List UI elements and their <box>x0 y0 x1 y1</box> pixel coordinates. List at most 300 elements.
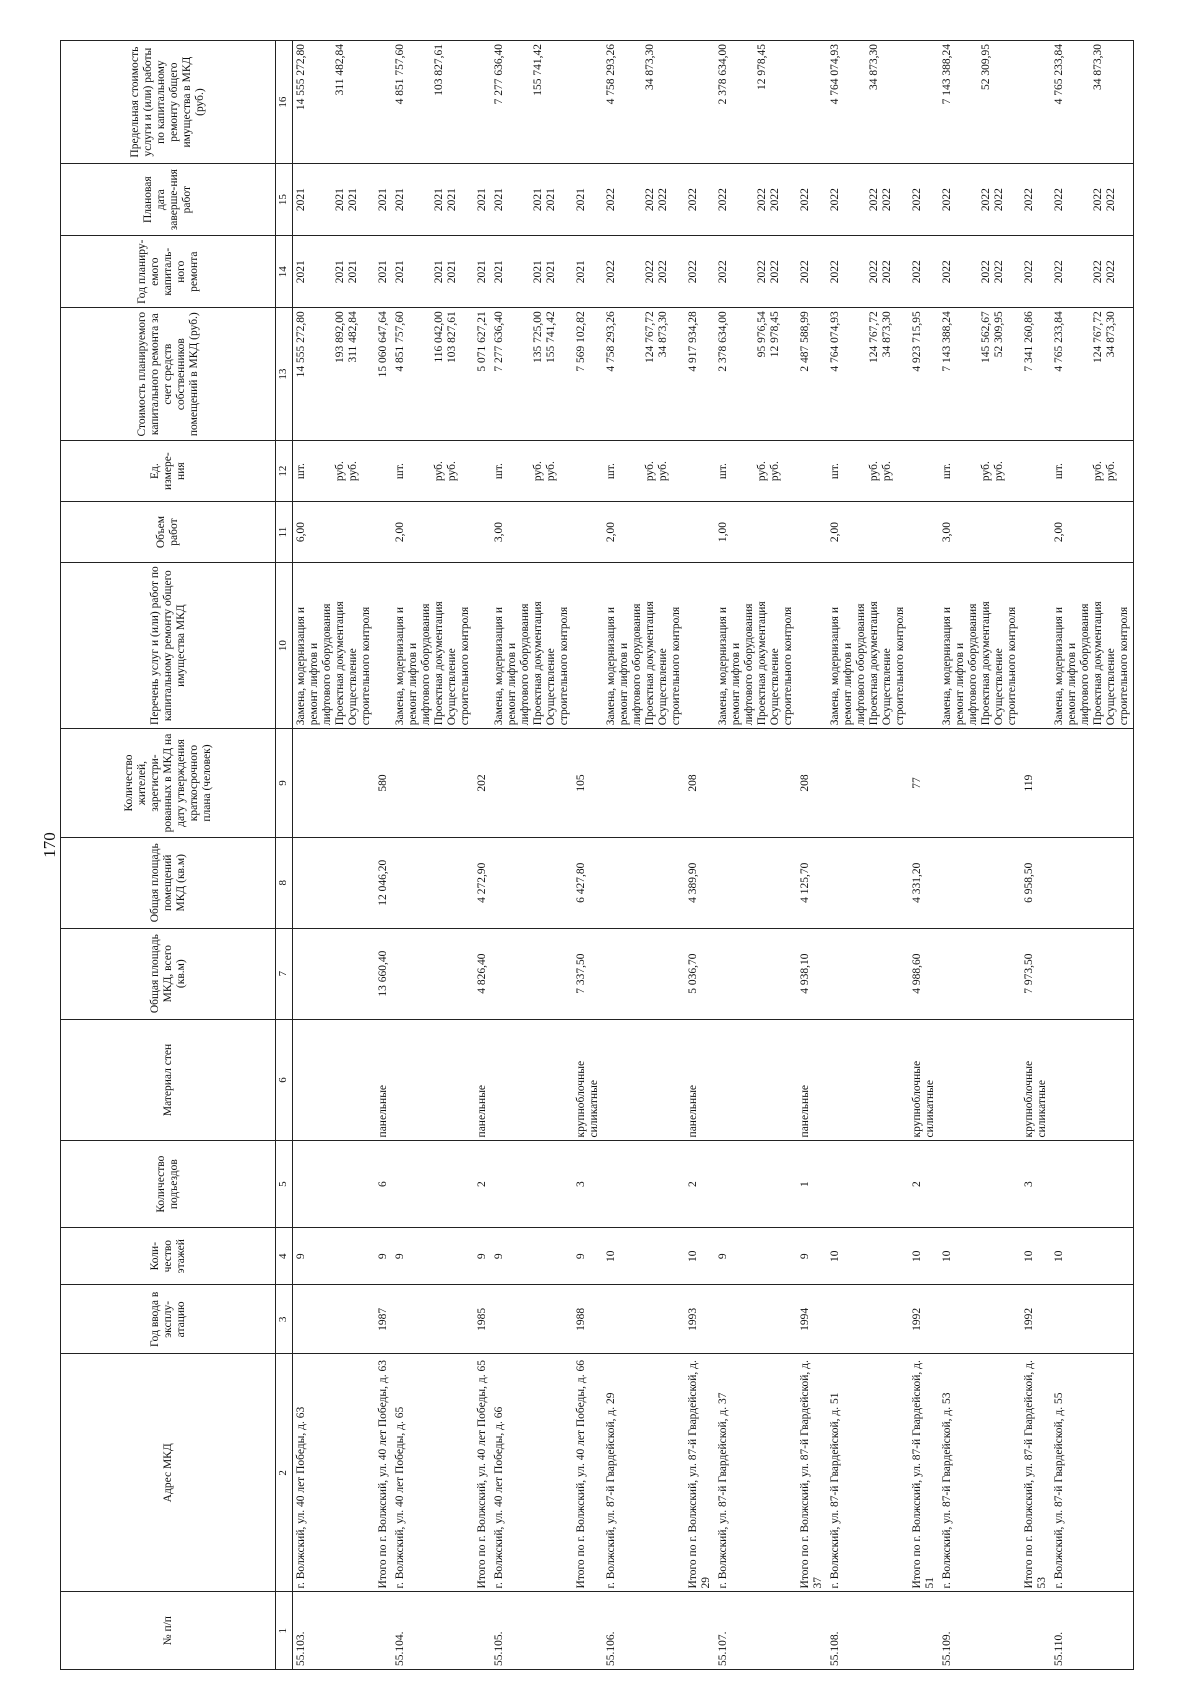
header-cell: Объем работ <box>61 502 276 563</box>
repair-year-cell-line <box>1079 239 1092 304</box>
repair-year-cell-line: 2021 <box>532 260 544 284</box>
unit-cell-line: шт. <box>295 463 307 480</box>
volume-cell-line <box>506 505 519 559</box>
work-item-line: строительного контроля <box>670 606 682 726</box>
completion-year-cell <box>1051 164 1134 236</box>
completion-year-cell-line: 2022 <box>644 188 656 212</box>
table-row <box>1051 41 1134 1670</box>
completion-year-cell-line <box>954 167 967 232</box>
cost-cell-line: 12 978,45 <box>769 311 781 358</box>
unit-cell-line <box>782 444 795 498</box>
work-item-line: лифтового оборудования <box>967 603 979 726</box>
limit-cost-cell-line: 4 758 293,26 <box>605 44 617 105</box>
completion-year-cell <box>827 164 909 236</box>
repair-year-cell-line <box>308 239 321 304</box>
volume-cell-line <box>868 505 881 559</box>
header-row <box>61 41 276 1670</box>
volume-cell-line <box>1066 505 1079 559</box>
completion-year-cell-line: 2021 <box>347 188 359 212</box>
item-number: 55.110. <box>1051 1592 1134 1670</box>
residents-cell: 580 <box>375 729 392 838</box>
repair-year-cell-line: 2021 <box>334 260 346 284</box>
limit-cost-cell-line: 4 765 233,84 <box>1053 44 1065 105</box>
unit-cell-line <box>1079 444 1092 498</box>
work-item-line: Проектная документация <box>334 601 346 726</box>
item-number <box>474 1592 491 1670</box>
limit-cost-cell-line <box>993 44 1006 160</box>
unit-cell-line: руб. <box>644 461 656 482</box>
repair-year-cell <box>715 236 797 308</box>
completion-year-cell <box>491 164 573 236</box>
unit-cell-line <box>954 444 967 498</box>
wall-material-cell <box>293 1019 376 1141</box>
limit-cost-cell <box>827 41 909 164</box>
year-cell <box>603 1285 685 1354</box>
repair-year-cell <box>939 236 1021 308</box>
limit-cost-cell-line <box>1079 44 1092 160</box>
limit-cost-cell-line <box>881 44 894 160</box>
completion-year-cell-line: 2022 <box>756 188 768 212</box>
completion-year-cell-line <box>730 167 743 232</box>
repair-year-cell-line: 2022 <box>1092 260 1104 284</box>
year-cell <box>1051 1285 1134 1354</box>
cost-cell-line: 124 767,72 <box>1092 311 1104 363</box>
header-cell: Перечень услуг и (или) работ по капитальному ремонту общего имущества МКД <box>61 563 276 729</box>
repair-year-cell <box>685 236 715 308</box>
repair-year-cell-line: 2022 <box>644 260 656 284</box>
volume-cell-line: 6,00 <box>295 522 307 543</box>
work-item-line: лифтового оборудования <box>1079 603 1091 726</box>
cost-cell-line: 7 277 636,40 <box>493 311 505 372</box>
completion-year-cell-line <box>670 167 683 232</box>
limit-cost-cell-line: 4 851 757,60 <box>394 44 406 105</box>
unit-cell-line: шт. <box>493 463 505 480</box>
column-number: 13 <box>276 308 293 441</box>
repair-year-cell-line <box>519 239 532 304</box>
column-number: 16 <box>276 41 293 164</box>
volume-cell <box>715 502 797 563</box>
limit-cost-cell-line <box>519 44 532 160</box>
limit-cost-cell-line: 7 143 388,24 <box>941 44 953 105</box>
limit-cost-cell-line <box>347 44 360 160</box>
repair-year-cell-line <box>730 239 743 304</box>
repair-year-cell-line: 2021 <box>493 260 505 284</box>
address-cell: г. Волжский, ул. 40 лет Победы, д. 66 <box>491 1354 573 1592</box>
wall-material-cell: панельные <box>797 1019 827 1141</box>
repair-year-cell-line <box>954 239 967 304</box>
floors-cell: 9 <box>293 1227 376 1285</box>
cost-cell-line: 15 060 647,64 <box>377 311 389 378</box>
work-item-line: ремонт лифтов и <box>1066 642 1078 726</box>
limit-cost-cell <box>1021 41 1051 164</box>
column-number: 5 <box>276 1141 293 1227</box>
completion-year-cell-line <box>743 167 756 232</box>
entrances-cell: 2 <box>685 1141 715 1227</box>
work-item-line: строительного контроля <box>782 606 794 726</box>
repair-year-cell-line: 2022 <box>993 260 1005 284</box>
unit-cell-line <box>894 444 907 498</box>
unit-cell-line <box>670 444 683 498</box>
volume-cell-line <box>618 505 631 559</box>
volume-cell <box>1051 502 1134 563</box>
header-cell: Количество жителей, зарегистри-рованных в МКД на дату утверждения краткосрочного плана (человек) <box>61 729 276 838</box>
repair-year-cell-line <box>631 239 644 304</box>
repair-year-cell-line: 2021 <box>575 260 587 284</box>
works-cell <box>392 563 474 729</box>
cost-cell-line: 34 873,30 <box>657 311 669 358</box>
cost-cell-line: 4 923 715,95 <box>911 311 923 372</box>
completion-year-cell-line: 2021 <box>394 188 406 212</box>
total-area-cell <box>939 928 1021 1019</box>
completion-year-cell <box>939 164 1021 236</box>
total-row <box>474 41 491 1670</box>
entrances-cell <box>827 1141 909 1227</box>
header-cell: Материал стен <box>61 1019 276 1141</box>
works-cell <box>685 563 715 729</box>
unit-cell-line <box>743 444 756 498</box>
works-cell <box>474 563 491 729</box>
completion-year-cell-line <box>1079 167 1092 232</box>
cost-cell-line <box>618 311 631 437</box>
completion-year-cell-line <box>1118 167 1131 232</box>
year-cell <box>392 1285 474 1354</box>
table-row <box>392 41 474 1670</box>
unit-cell-line: шт. <box>394 463 406 480</box>
column-number: 2 <box>276 1354 293 1592</box>
cost-cell <box>715 308 797 441</box>
completion-year-cell-line <box>1066 167 1079 232</box>
floors-cell: 10 <box>909 1227 939 1285</box>
entrances-cell: 3 <box>1021 1141 1051 1227</box>
completion-year-cell-line: 2021 <box>377 188 389 212</box>
completion-year-cell-line <box>459 167 472 232</box>
work-item-line: ремонт лифтов и <box>842 642 854 726</box>
work-item-line: Проектная документация <box>980 601 992 726</box>
cost-cell-line: 155 741,42 <box>545 311 557 363</box>
repair-year-cell-line <box>842 239 855 304</box>
works-cell <box>797 563 827 729</box>
completion-year-cell-line <box>321 167 334 232</box>
year-cell <box>827 1285 909 1354</box>
work-item-line: Замена, модернизация и <box>1053 607 1065 726</box>
premises-area-cell <box>1051 837 1134 928</box>
work-item-line: Замена, модернизация и <box>295 607 307 726</box>
unit-cell-line: руб. <box>532 461 544 482</box>
address-cell: г. Волжский, ул. 40 лет Победы, д. 63 <box>293 1354 376 1592</box>
completion-year-cell <box>474 164 491 236</box>
address-cell: г. Волжский, ул. 40 лет Победы, д. 65 <box>392 1354 474 1592</box>
completion-year-cell <box>1021 164 1051 236</box>
wall-material-cell: крупноблочные силикатные <box>1021 1019 1051 1141</box>
limit-cost-cell-line: 311 482,84 <box>334 44 346 96</box>
volume-cell-line: 2,00 <box>1053 522 1065 543</box>
limit-cost-cell-line: 2 378 634,00 <box>717 44 729 105</box>
work-item-line: лифтового оборудования <box>743 603 755 726</box>
volume-cell <box>603 502 685 563</box>
limit-cost-cell <box>573 41 603 164</box>
address-cell: г. Волжский, ул. 87-й Гвардейской, д. 55 <box>1051 1354 1134 1592</box>
table-body <box>293 41 1134 1670</box>
repair-year-cell <box>375 236 392 308</box>
completion-year-cell-line <box>360 167 373 232</box>
work-item-line: ремонт лифтов и <box>407 642 419 726</box>
floors-cell: 10 <box>1021 1227 1051 1285</box>
repair-year-cell-line: 2022 <box>941 260 953 284</box>
limit-cost-cell <box>939 41 1021 164</box>
work-item-line: Замена, модернизация и <box>717 607 729 726</box>
completion-year-cell <box>603 164 685 236</box>
cost-cell-line: 7 341 260,86 <box>1023 311 1035 372</box>
work-item-line: Проектная документация <box>868 601 880 726</box>
premises-area-cell <box>491 837 573 928</box>
limit-cost-cell-line <box>954 44 967 160</box>
total-area-cell: 4 938,10 <box>797 928 827 1019</box>
work-item-line: Осуществление <box>1105 648 1117 726</box>
item-number: 55.104. <box>392 1592 474 1670</box>
capital-repair-table <box>60 40 1134 1670</box>
unit-cell-line <box>360 444 373 498</box>
repair-year-cell-line <box>1006 239 1019 304</box>
column-number: 12 <box>276 441 293 502</box>
completion-year-cell <box>909 164 939 236</box>
repair-year-cell-line: 2021 <box>295 260 307 284</box>
item-number: 55.107. <box>715 1592 797 1670</box>
address-cell: г. Волжский, ул. 87-й Гвардейской, д. 29 <box>603 1354 685 1592</box>
work-item-line: Проектная документация <box>644 601 656 726</box>
cost-cell <box>827 308 909 441</box>
repair-year-cell-line: 2022 <box>717 260 729 284</box>
header-cell: Общая площадь помещений МКД (кв.м) <box>61 837 276 928</box>
cost-cell-line <box>1079 311 1092 437</box>
repair-year-cell-line <box>1118 239 1131 304</box>
volume-cell-line <box>743 505 756 559</box>
unit-cell-line <box>1006 444 1019 498</box>
repair-year-cell <box>573 236 603 308</box>
header-cell: № п/п <box>61 1592 276 1670</box>
premises-area-cell <box>392 837 474 928</box>
total-area-cell <box>491 928 573 1019</box>
year-cell <box>715 1285 797 1354</box>
limit-cost-cell <box>293 41 376 164</box>
completion-year-cell-line <box>782 167 795 232</box>
volume-cell-line <box>855 505 868 559</box>
volume-cell-line <box>433 505 446 559</box>
address-cell: г. Волжский, ул. 87-й Гвардейской, д. 37 <box>715 1354 797 1592</box>
limit-cost-cell-line: 52 309,95 <box>980 44 992 90</box>
residents-cell: 208 <box>685 729 715 838</box>
completion-year-cell-line <box>631 167 644 232</box>
cost-cell-line: 103 827,61 <box>446 311 458 363</box>
address-cell: г. Волжский, ул. 87-й Гвардейской, д. 51 <box>827 1354 909 1592</box>
column-number: 7 <box>276 928 293 1019</box>
work-item-line: Проектная документация <box>1092 601 1104 726</box>
limit-cost-cell-line <box>321 44 334 160</box>
works-cell <box>939 563 1021 729</box>
cost-cell-line <box>558 311 571 437</box>
work-item-line: лифтового оборудования <box>321 603 333 726</box>
volume-cell <box>939 502 1021 563</box>
unit-cell-line <box>855 444 868 498</box>
total-area-cell: 4 826,40 <box>474 928 491 1019</box>
repair-year-cell <box>909 236 939 308</box>
residents-cell <box>715 729 797 838</box>
column-number-row <box>276 41 293 1670</box>
cost-cell-line <box>954 311 967 437</box>
repair-year-cell-line: 2022 <box>881 260 893 284</box>
repair-year-cell <box>1051 236 1134 308</box>
volume-cell <box>797 502 827 563</box>
repair-year-cell-line: 2021 <box>394 260 406 284</box>
total-row <box>797 41 827 1670</box>
work-item-line: Проектная документация <box>756 601 768 726</box>
item-number: 55.103. <box>293 1592 376 1670</box>
repair-year-cell-line <box>1066 239 1079 304</box>
repair-year-cell-line <box>855 239 868 304</box>
cost-cell-line: 7 143 388,24 <box>941 311 953 372</box>
premises-area-cell <box>715 837 797 928</box>
total-area-cell <box>1051 928 1134 1019</box>
repair-year-cell-line <box>743 239 756 304</box>
cost-cell <box>797 308 827 441</box>
limit-cost-cell-line <box>618 44 631 160</box>
volume-cell <box>293 502 376 563</box>
completion-year-cell-line: 2021 <box>493 188 505 212</box>
premises-area-cell <box>827 837 909 928</box>
volume-cell <box>392 502 474 563</box>
work-item-line: ремонт лифтов и <box>618 642 630 726</box>
limit-cost-cell <box>715 41 797 164</box>
repair-year-cell-line <box>420 239 433 304</box>
works-cell <box>375 563 392 729</box>
repair-year-cell-line: 2022 <box>605 260 617 284</box>
address-cell: Итого по г. Волжский, ул. 87-й Гвардейской, д. 53 <box>1021 1354 1051 1592</box>
completion-year-cell-line <box>519 167 532 232</box>
volume-cell-line: 2,00 <box>394 522 406 543</box>
wall-material-cell <box>491 1019 573 1141</box>
cost-cell <box>1051 308 1134 441</box>
limit-cost-cell-line: 7 277 636,40 <box>493 44 505 105</box>
repair-year-cell-line: 2021 <box>545 260 557 284</box>
repair-year-cell-line: 2021 <box>347 260 359 284</box>
cost-cell-line <box>360 311 373 437</box>
cost-cell-line: 7 569 102,82 <box>575 311 587 372</box>
year-cell: 1994 <box>797 1285 827 1354</box>
limit-cost-cell-line <box>967 44 980 160</box>
unit-cell-line <box>459 444 472 498</box>
limit-cost-cell-line: 155 741,42 <box>532 44 544 96</box>
work-item-line: лифтового оборудования <box>519 603 531 726</box>
cost-cell-line <box>670 311 683 437</box>
completion-year-cell-line <box>407 167 420 232</box>
unit-cell <box>715 441 797 502</box>
table-row <box>491 41 573 1670</box>
completion-year-cell-line: 2022 <box>657 188 669 212</box>
volume-cell-line <box>631 505 644 559</box>
unit-cell <box>1021 441 1051 502</box>
completion-year-cell-line: 2021 <box>433 188 445 212</box>
completion-year-cell <box>375 164 392 236</box>
entrances-cell <box>603 1141 685 1227</box>
address-cell: Итого по г. Волжский, ул. 40 лет Победы, д. 65 <box>474 1354 491 1592</box>
column-number: 8 <box>276 837 293 928</box>
total-area-cell <box>827 928 909 1019</box>
rotated-sheet <box>60 40 1135 1670</box>
unit-cell <box>293 441 376 502</box>
repair-year-cell <box>827 236 909 308</box>
address-cell: Итого по г. Волжский, ул. 87-й Гвардейской, д. 51 <box>909 1354 939 1592</box>
limit-cost-cell-line: 12 978,45 <box>756 44 768 90</box>
completion-year-cell <box>797 164 827 236</box>
completion-year-cell-line: 2021 <box>334 188 346 212</box>
volume-cell-line <box>842 505 855 559</box>
repair-year-cell-line: 2022 <box>829 260 841 284</box>
cost-cell <box>939 308 1021 441</box>
repair-year-cell <box>491 236 573 308</box>
cost-cell <box>293 308 376 441</box>
floors-cell: 9 <box>797 1227 827 1285</box>
volume-cell-line <box>407 505 420 559</box>
work-item-line: Замена, модернизация и <box>829 607 841 726</box>
unit-cell <box>491 441 573 502</box>
residents-cell: 105 <box>573 729 603 838</box>
completion-year-cell-line: 2022 <box>1053 188 1065 212</box>
unit-cell-line: руб. <box>1092 461 1104 482</box>
table-row <box>715 41 797 1670</box>
header-cell: Количество подъездов <box>61 1141 276 1227</box>
volume-cell-line: 3,00 <box>941 522 953 543</box>
volume-cell-line <box>334 505 347 559</box>
limit-cost-cell <box>685 41 715 164</box>
completion-year-cell-line <box>967 167 980 232</box>
entrances-cell: 2 <box>909 1141 939 1227</box>
completion-year-cell-line: 2022 <box>717 188 729 212</box>
header-cell: Предельная стоимость услуги и (или) работы по капитальному ремонту общего имущества в МКД (руб.) <box>61 41 276 164</box>
unit-cell <box>797 441 827 502</box>
limit-cost-cell-line <box>545 44 558 160</box>
repair-year-cell-line: 2022 <box>687 260 699 284</box>
work-item-line: строительного контроля <box>459 606 471 726</box>
completion-year-cell-line: 2021 <box>545 188 557 212</box>
work-item-line: Замена, модернизация и <box>394 607 406 726</box>
year-cell <box>491 1285 573 1354</box>
wall-material-cell: крупноблочные силикатные <box>909 1019 939 1141</box>
item-number: 55.106. <box>603 1592 685 1670</box>
limit-cost-cell-line <box>420 44 433 160</box>
total-area-cell <box>392 928 474 1019</box>
cost-cell-line: 2 487 588,99 <box>799 311 811 372</box>
wall-material-cell <box>715 1019 797 1141</box>
floors-cell: 10 <box>827 1227 909 1285</box>
header-cell: Год планиру-емого капиталь-ного ремонта <box>61 236 276 308</box>
premises-area-cell: 6 427,80 <box>573 837 603 928</box>
unit-cell-line: руб. <box>868 461 880 482</box>
limit-cost-cell-line <box>855 44 868 160</box>
limit-cost-cell-line <box>446 44 459 160</box>
table-row <box>827 41 909 1670</box>
volume-cell-line <box>756 505 769 559</box>
unit-cell-line <box>407 444 420 498</box>
limit-cost-cell-line: 4 764 074,93 <box>829 44 841 105</box>
entrances-cell <box>715 1141 797 1227</box>
volume-cell <box>909 502 939 563</box>
cost-cell <box>603 308 685 441</box>
premises-area-cell <box>939 837 1021 928</box>
unit-cell-line: руб. <box>756 461 768 482</box>
volume-cell-line <box>519 505 532 559</box>
unit-cell-line: руб. <box>347 461 359 482</box>
work-item-line: Замена, модернизация и <box>493 607 505 726</box>
repair-year-cell-line: 2022 <box>868 260 880 284</box>
